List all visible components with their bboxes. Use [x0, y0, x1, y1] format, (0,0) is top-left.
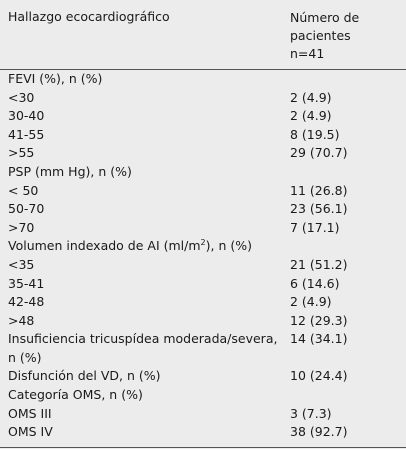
table-row	[0, 330, 406, 367]
row-label: Disfunción del VD, n (%)	[8, 368, 161, 384]
row-label-text: Volumen indexado de AI (ml/m	[8, 238, 201, 254]
row-label: FEVI (%), n (%)	[8, 71, 103, 86]
table-row	[0, 107, 406, 126]
row-value: 8 (19.5)	[290, 126, 340, 142]
row-label: 41-55	[8, 126, 45, 142]
row-value: 12 (29.3)	[290, 312, 348, 328]
row-value: 3 (7.3)	[290, 405, 332, 421]
row-value: 2 (4.9)	[290, 294, 332, 310]
row-label: 30-40	[8, 108, 45, 124]
row-value: 21 (51.2)	[290, 256, 348, 272]
table-row	[0, 70, 406, 89]
row-value: 29 (70.7)	[290, 145, 348, 161]
table-row	[0, 89, 406, 108]
table-header	[0, 0, 406, 70]
row-label: <30	[8, 89, 35, 105]
table-row	[0, 163, 406, 182]
table-bottom-rule	[0, 447, 406, 448]
row-value: 2 (4.9)	[290, 108, 332, 124]
row-label-text: ), n (%)	[205, 238, 252, 254]
table-row	[0, 367, 406, 386]
table-row	[0, 200, 406, 219]
row-label: OMS IV	[8, 424, 53, 440]
row-label-line: n (%)	[8, 349, 42, 365]
table-row	[0, 237, 406, 256]
table-row	[0, 405, 406, 424]
table-row	[0, 275, 406, 294]
row-label: 50-70	[8, 201, 45, 217]
row-label: >48	[8, 312, 35, 328]
table-row	[0, 293, 406, 312]
row-value: 7 (17.1)	[290, 219, 340, 235]
table-row	[0, 126, 406, 145]
row-value: 38 (92.7)	[290, 424, 348, 440]
row-label: < 50	[8, 182, 39, 198]
row-label-line: Insuficiencia tricuspídea moderada/severa,	[8, 331, 278, 347]
table-row	[0, 256, 406, 275]
row-value: 2 (4.9)	[290, 89, 332, 105]
row-label: PSP (mm Hg), n (%)	[8, 163, 132, 179]
table-body	[0, 70, 406, 442]
row-label: 42-48	[8, 294, 45, 310]
row-label	[8, 237, 288, 256]
row-value: 23 (56.1)	[290, 201, 348, 217]
header-patients-line: pacientes	[290, 28, 351, 43]
row-value: 6 (14.6)	[290, 275, 340, 291]
row-label	[8, 330, 288, 367]
row-label: >55	[8, 145, 35, 161]
table-row	[0, 182, 406, 201]
table-row	[0, 423, 406, 442]
row-label: <35	[8, 256, 35, 272]
superscript: 2	[200, 238, 206, 248]
row-value: 11 (26.8)	[290, 182, 348, 198]
header-patients	[290, 9, 359, 63]
table-row	[0, 219, 406, 238]
row-label: OMS III	[8, 405, 52, 421]
row-value: 14 (34.1)	[290, 331, 348, 347]
table-row	[0, 386, 406, 405]
row-label: Categoría OMS, n (%)	[8, 386, 143, 402]
row-label: 35-41	[8, 275, 45, 291]
table-row	[0, 144, 406, 163]
row-value: 10 (24.4)	[290, 368, 348, 384]
table-row	[0, 312, 406, 331]
header-finding: Hallazgo ecocardiográfico	[8, 9, 170, 24]
header-patients-line: n=41	[290, 46, 325, 61]
header-patients-line: Número de	[290, 10, 360, 25]
row-label: >70	[8, 219, 35, 235]
